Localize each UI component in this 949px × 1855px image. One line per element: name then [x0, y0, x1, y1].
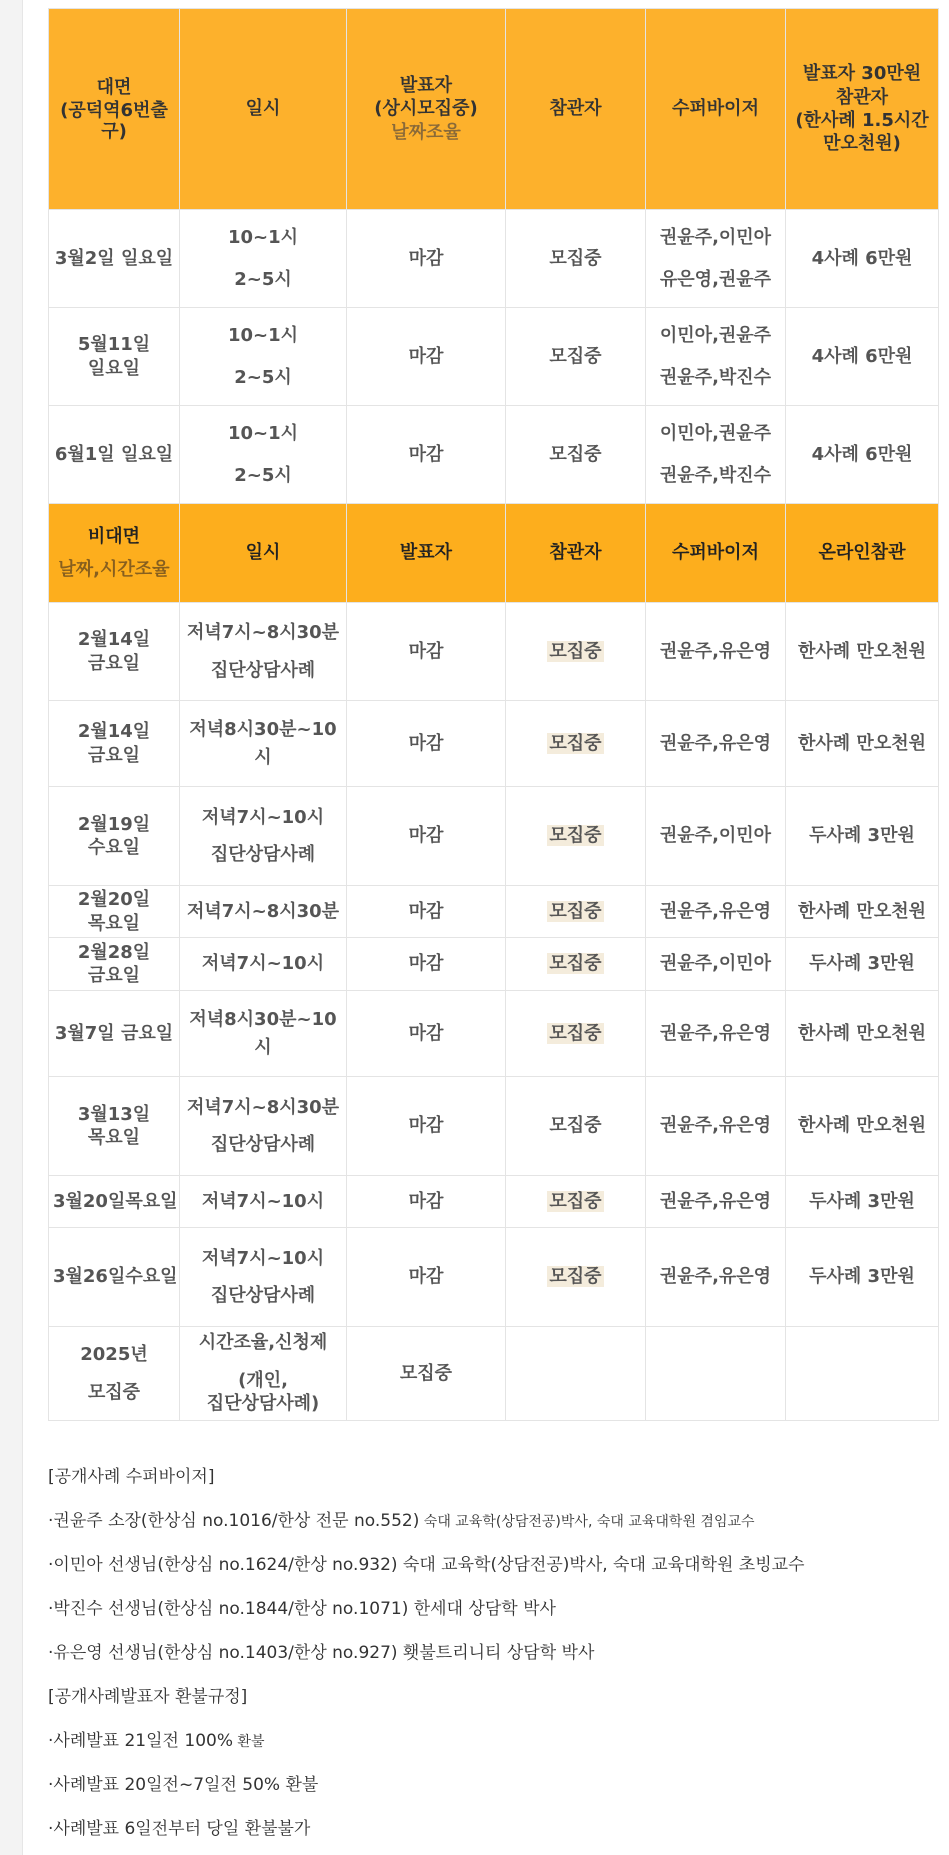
table-row — [49, 938, 939, 991]
row-presenter-status: 마감 — [347, 603, 506, 701]
row-supervisors: 권윤주,유은영 — [646, 1176, 786, 1228]
row-presenter-status: 마감 — [347, 1077, 506, 1176]
row-supervisors: 권윤주,유은영 — [646, 603, 786, 701]
offline-header-supervisor: 수퍼바이저 — [646, 9, 786, 210]
row-supervisors: 이민아,권윤주 권윤주,박진수 — [646, 308, 786, 406]
refund-heading: [공개사례발표자 환불규정] — [48, 1687, 248, 1707]
row-presenter-status: 마감 — [347, 886, 506, 938]
row-fee: 두사례 3만원 — [786, 1176, 939, 1228]
row-time: 저녁7시~10시 집단상담사례 — [180, 787, 347, 886]
row-fee: 한사례 만오천원 — [786, 603, 939, 701]
row-time: 10~1시 2~5시 — [180, 210, 347, 308]
row-date: 2025년 모집중 — [49, 1327, 180, 1421]
page-gutter — [0, 0, 23, 1855]
row-time: 저녁8시30분~10 시 — [180, 991, 347, 1077]
row-supervisors: 권윤주,유은영 — [646, 1077, 786, 1176]
row-fee: 한사례 만오천원 — [786, 701, 939, 787]
table-row — [49, 308, 939, 406]
row-date: 3월13일 목요일 — [49, 1077, 180, 1176]
row-time: 저녁7시~8시30분 — [180, 886, 347, 938]
row-time: 저녁7시~10시 — [180, 1176, 347, 1228]
row-presenter-status: 마감 — [347, 938, 506, 991]
row-observer-status: 모집중 — [506, 886, 646, 938]
row-fee: 4사례 6만원 — [786, 210, 939, 308]
row-fee: 한사례 만오천원 — [786, 1077, 939, 1176]
offline-header-format: 대면 (공덕역6번출 구) — [49, 9, 180, 210]
row-fee: 두사례 3만원 — [786, 787, 939, 886]
row-supervisors: 권윤주,유은영 — [646, 1228, 786, 1327]
offline-header-row — [49, 9, 939, 210]
row-presenter-status: 마감 — [347, 991, 506, 1077]
row-supervisors — [646, 1327, 786, 1421]
table-row — [49, 603, 939, 701]
row-date: 2월19일 수요일 — [49, 787, 180, 886]
row-observer-status: 모집중 — [506, 991, 646, 1077]
row-date: 3월7일 금요일 — [49, 991, 180, 1077]
refund-item: ·사례발표 6일전부터 당일 환불불가 — [48, 1819, 311, 1839]
row-supervisors: 권윤주,이민아 — [646, 787, 786, 886]
row-observer-status: 모집중 — [506, 603, 646, 701]
table-row — [49, 701, 939, 787]
row-observer-status: 모집중 — [506, 406, 646, 504]
row-observer-status: 모집중 — [506, 1176, 646, 1228]
row-presenter-status: 마감 — [347, 787, 506, 886]
table-row — [49, 406, 939, 504]
row-date: 2월28일 금요일 — [49, 938, 180, 991]
online-header-observer: 참관자 — [506, 504, 646, 603]
online-header-online-observe: 온라인참관 — [786, 504, 939, 603]
row-fee: 한사례 만오천원 — [786, 886, 939, 938]
row-presenter-status: 마감 — [347, 406, 506, 504]
row-supervisors: 권윤주,유은영 — [646, 991, 786, 1077]
row-date: 3월26일수요일 — [49, 1228, 180, 1327]
online-header-format: 비대면 날짜,시간조율 — [49, 504, 180, 603]
row-observer-status: 모집중 — [506, 1228, 646, 1327]
table-row-2025 — [49, 1327, 939, 1421]
row-supervisors: 권윤주,유은영 — [646, 886, 786, 938]
row-observer-status — [506, 1327, 646, 1421]
row-date: 3월20일목요일 — [49, 1176, 180, 1228]
online-header-row — [49, 504, 939, 603]
row-fee: 4사례 6만원 — [786, 308, 939, 406]
notes-section — [48, 1455, 928, 1851]
offline-header-fee: 발표자 30만원 참관자 (한사례 1.5시간 만오천원) — [786, 9, 939, 210]
offline-header-observer: 참관자 — [506, 9, 646, 210]
row-time: 저녁7시~10시 — [180, 938, 347, 991]
supervisor-item: ·이민아 선생님(한상심 no.1624/한상 no.932) 숙대 교육학(상담전공)박사, 숙대 교육대학원 초빙교수 — [48, 1555, 805, 1575]
table-row — [49, 1077, 939, 1176]
row-time: 저녁8시30분~10 시 — [180, 701, 347, 787]
table-row — [49, 886, 939, 938]
refund-item: ·사례발표 20일전~7일전 50% 환불 — [48, 1775, 319, 1795]
supervisor-item: ·박진수 선생님(한상심 no.1844/한상 no.1071) 한세대 상담학 박사 — [48, 1599, 556, 1619]
offline-header-datetime: 일시 — [180, 9, 347, 210]
row-fee: 두사례 3만원 — [786, 1228, 939, 1327]
row-date: 6월1일 일요일 — [49, 406, 180, 504]
row-presenter-status: 마감 — [347, 210, 506, 308]
row-observer-status: 모집중 — [506, 787, 646, 886]
table-row — [49, 210, 939, 308]
row-presenter-status: 마감 — [347, 701, 506, 787]
table-row — [49, 1176, 939, 1228]
row-date: 3월2일 일요일 — [49, 210, 180, 308]
offline-header-presenter: 발표자 (상시모집중) 날짜조율 — [347, 9, 506, 210]
table-row — [49, 991, 939, 1077]
table-row — [49, 1228, 939, 1327]
row-fee: 두사례 3만원 — [786, 938, 939, 991]
refund-item: ·사례발표 21일전 100% 환불 — [48, 1731, 265, 1751]
supervisor-heading: [공개사례 수퍼바이저] — [48, 1467, 215, 1487]
row-supervisors: 권윤주,이민아 유은영,권윤주 — [646, 210, 786, 308]
row-observer-status: 모집중 — [506, 1077, 646, 1176]
row-time: 시간조율,신청제 (개인,집단상담사례) — [180, 1327, 347, 1421]
row-supervisors: 권윤주,유은영 — [646, 701, 786, 787]
row-time: 10~1시 2~5시 — [180, 406, 347, 504]
row-supervisors: 이민아,권윤주 권윤주,박진수 — [646, 406, 786, 504]
row-observer-status: 모집중 — [506, 210, 646, 308]
row-date: 2월14일 금요일 — [49, 603, 180, 701]
row-date: 2월14일 금요일 — [49, 701, 180, 787]
row-fee — [786, 1327, 939, 1421]
schedule-table — [48, 8, 939, 1421]
row-time: 10~1시 2~5시 — [180, 308, 347, 406]
row-presenter-status: 마감 — [347, 1176, 506, 1228]
row-fee: 한사례 만오천원 — [786, 991, 939, 1077]
row-time: 저녁7시~10시 집단상담사례 — [180, 1228, 347, 1327]
row-fee: 4사례 6만원 — [786, 406, 939, 504]
supervisor-item: ·유은영 선생님(한상심 no.1403/한상 no.927) 횃불트리니티 상담학 박사 — [48, 1643, 595, 1663]
online-header-datetime: 일시 — [180, 504, 347, 603]
row-date: 2월20일 목요일 — [49, 886, 180, 938]
row-time: 저녁7시~8시30분 집단상담사례 — [180, 1077, 347, 1176]
row-presenter-status: 마감 — [347, 308, 506, 406]
row-observer-status: 모집중 — [506, 701, 646, 787]
table-row — [49, 787, 939, 886]
row-time: 저녁7시~8시30분 집단상담사례 — [180, 603, 347, 701]
online-header-presenter: 발표자 — [347, 504, 506, 603]
row-presenter-status: 모집중 — [347, 1327, 506, 1421]
row-presenter-status: 마감 — [347, 1228, 506, 1327]
row-supervisors: 권윤주,이민아 — [646, 938, 786, 991]
row-observer-status: 모집중 — [506, 938, 646, 991]
row-date: 5월11일 일요일 — [49, 308, 180, 406]
online-header-supervisor: 수퍼바이저 — [646, 504, 786, 603]
supervisor-item: ·권윤주 소장(한상심 no.1016/한상 전문 no.552) 숙대 교육학(상담전공)박사, 숙대 교육대학원 겸임교수 — [48, 1511, 755, 1531]
row-observer-status: 모집중 — [506, 308, 646, 406]
